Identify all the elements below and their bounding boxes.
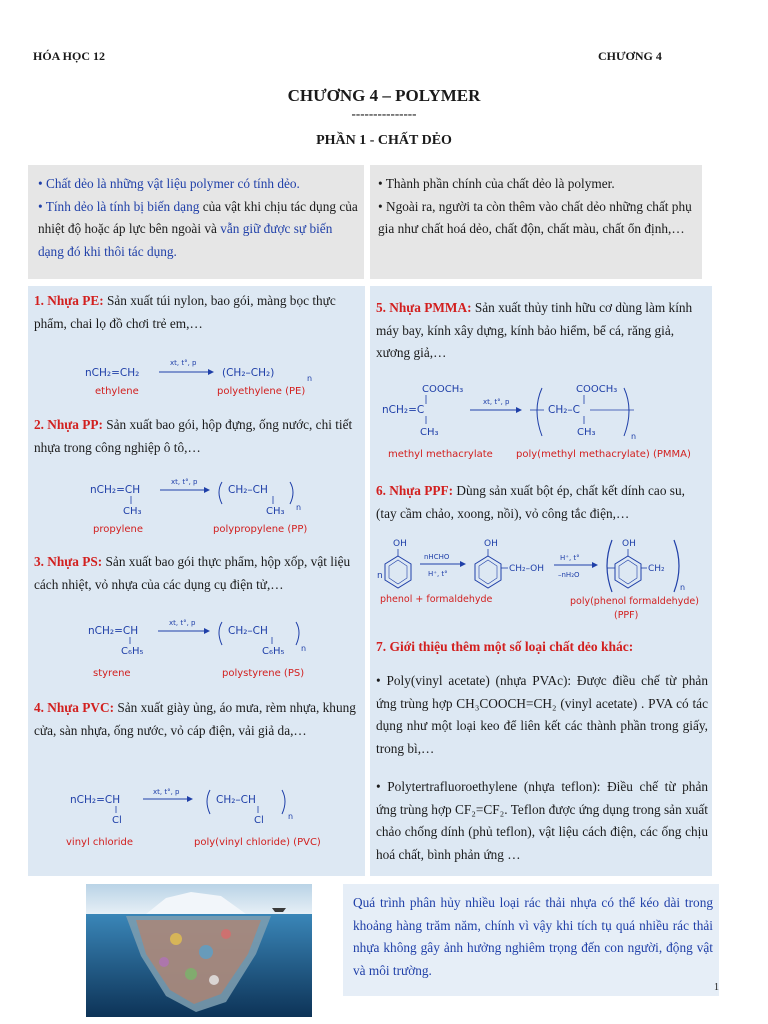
ppf-condition1b: H⁺, t° [428,570,448,578]
pe-reactant-label: ethylene [95,386,139,397]
header-subject: HÓA HỌC 12 [33,49,106,63]
page-number: 1 [714,982,719,993]
pvc-product-label: poly(vinyl chloride) (PVC) [194,837,321,848]
ppf-condition2: H⁺, t° [560,554,580,562]
title-divider: --------------- [351,106,417,121]
extra-pvac: • Poly(vinyl acetate) (nhựa PVAc): Được điều chế từ phản ứng trùng hợp CH₃COOCH=CH₂ (vinyl acetate) . PVA có tác dụng như một loại keo để liên kết các thành phần trong giấy, trong bì,… [376,673,708,756]
pe-arrow-head [208,369,214,375]
ppf-product-label1: poly(phenol formaldehyde) [570,596,699,607]
pvc-reactant-label: vinyl chloride [66,837,134,848]
pmma-reactant-label: methyl methacrylate [388,449,493,460]
pp-equation [60,474,360,538]
pvc-equation [60,784,360,850]
intro-left-p2: • Tính dẻo là tính bị biến dạng của vật khi chịu tác dụng của nhiệt độ hoặc áp lực bên ngoài và vẫn giữ được sự biến dạng đó khi thôi tác dụng. [38,198,358,259]
pmma-section: 5. Nhựa PMMA: Sản xuất thủy tinh hữu cơ dùng làm kính máy bay, kính xây dựng, kính bảo hiểm, bể cá, răng giả, xương giả,… [376,300,693,360]
plastic-note-box: Quá trình phân hủy nhiều loại rác thải nhựa có thể kéo dài trong khoảng hàng trăm năm, chính vì vậy khi tích tụ quá nhiều rác thải nhựa không gây ảnh hưởng nghiêm trọng đến con người, động vật và môi trường. [343,884,719,996]
intro-left-box [28,165,364,279]
ps-condition: xt, t°, p [169,619,196,627]
ppf-n: n [680,583,686,592]
pe-reactant: nCH₂=CH₂ [85,367,140,379]
ps-reactant: nCH₂=CH [88,625,139,637]
pp-reactant-label: propylene [93,524,144,535]
pp-product: CH₂–CH [228,484,268,496]
pmma-reactant-top: COOCH₃ [422,384,464,395]
ps-product: CH₂–CH [228,625,268,637]
pmma-product-top: COOCH₃ [576,384,618,395]
intro-right-p1: • Thành phần chính của chất dẻo là polymer. [378,176,615,191]
pe-condition: xt, t°, p [170,359,197,367]
pp-n: n [296,503,302,512]
pp-product-label: polypropylene (PP) [213,524,308,535]
pe-equation [60,350,360,402]
ps-equation [60,614,360,680]
pvc-reactant: nCH₂=CH [70,794,121,806]
pp-reactant: nCH₂=CH [90,484,141,496]
ppf-polymer-oh: OH [622,539,636,549]
ppf-intermediate-oh: OH [484,539,498,549]
intro-left-p1: • Chất dẻo là những vật liệu polymer có tính dẻo. [38,176,300,191]
pp-substituent: CH₃ [123,506,142,517]
pmma-product-bottom: CH₃ [577,427,596,438]
pvc-section: 4. Nhựa PVC: Sản xuất giày ủng, áo mưa, rèm nhựa, khung cửa, sàn nhựa, ống nước, vỏ cáp điện, vải giả da,… [34,700,356,738]
intro-right-p2: • Ngoài ra, người ta còn thêm vào chất dẻo những chất phụ gia như chất hoá dẻo, chất độn, chất màu, chất ổn định,… [378,198,692,236]
ps-product-label: polystyrene (PS) [222,668,305,679]
plastic-iceberg-image [86,884,312,1017]
ppf-condition2b: –nH₂O [558,571,580,579]
ps-n: n [301,644,307,653]
pmma-equation [378,378,710,468]
pvc-product: CH₂–CH [216,794,256,806]
pmma-product-label: poly(methyl methacrylate) (PMMA) [516,449,691,460]
ps-product-substituent: C₆H₅ [262,646,285,657]
pe-product-label: polyethylene (PE) [217,386,306,397]
ps-section: 3. Nhựa PS: Sản xuất bao gói thực phẩm, hộp xốp, vật liệu cách nhiệt, vỏ nhựa của các dụng cụ điện tử,… [34,554,351,592]
pmma-reactant: nCH₂=C [382,404,425,416]
extra-heading: 7. Giới thiệu thêm một số loại chất dẻo khác: [376,639,634,654]
ppf-section: 6. Nhựa PPF: Dùng sản xuất bột ép, chất kết dính cao su, (tay cầm chảo, xoong, nồi), vỏ công tắc điện,… [376,483,685,521]
pvc-substituent: Cl [112,815,122,826]
pvc-product-substituent: Cl [254,815,264,826]
ppf-reactant-n: n [377,571,383,581]
ps-substituent: C₆H₅ [121,646,144,657]
pe-product: (CH₂–CH₂) [222,367,275,379]
pmma-reactant-bottom: CH₃ [420,427,439,438]
pp-product-substituent: CH₃ [266,506,285,517]
ppf-phenol-oh: OH [393,539,407,549]
pvc-n: n [288,812,294,821]
pe-n: n [307,374,313,383]
pp-section: 2. Nhựa PP: Sản xuất bao gói, hộp đựng, ống nước, chi tiết nhựa trong công nghiệp ô tô,… [34,417,353,455]
ppf-condition1: nHCHO [424,553,450,561]
pvc-condition: xt, t°, p [153,788,180,796]
intro-right-box [370,165,702,279]
pe-section: 1. Nhựa PE: Sản xuất túi nylon, bao gói, màng bọc thực phẩm, chai lọ đồ chơi trẻ em,… [34,293,336,331]
ppf-polymer-ch2: CH₂ [648,564,665,574]
ppf-reactant-label: phenol + formaldehyde [380,594,493,605]
pmma-product: CH₂–C [548,404,581,416]
header-chapter: CHƯƠNG 4 [598,49,662,63]
section-subtitle: PHẦN 1 - CHẤT DẺO [316,133,452,148]
pmma-condition: xt, t°, p [483,398,510,406]
ppf-intermediate-group: CH₂–OH [509,564,545,574]
page-title: CHƯƠNG 4 – POLYMER [287,86,481,105]
ppf-product-label2: (PPF) [614,610,639,621]
ps-reactant-label: styrene [93,668,131,679]
extra-teflon: • Polytertrafluoroethylene (nhựa teflon): Điều chế từ phản ứng trùng hợp CF₂=CF₂. Teflon được ứng dụng trong sản xuất chảo chống dính (phủ teflon), vật liệu cách điện, các ống chịu hoá chất, bình phản ứng … [376,779,708,862]
pmma-n: n [631,432,637,441]
pp-condition: xt, t°, p [171,478,198,486]
ppf-equation [374,534,710,624]
